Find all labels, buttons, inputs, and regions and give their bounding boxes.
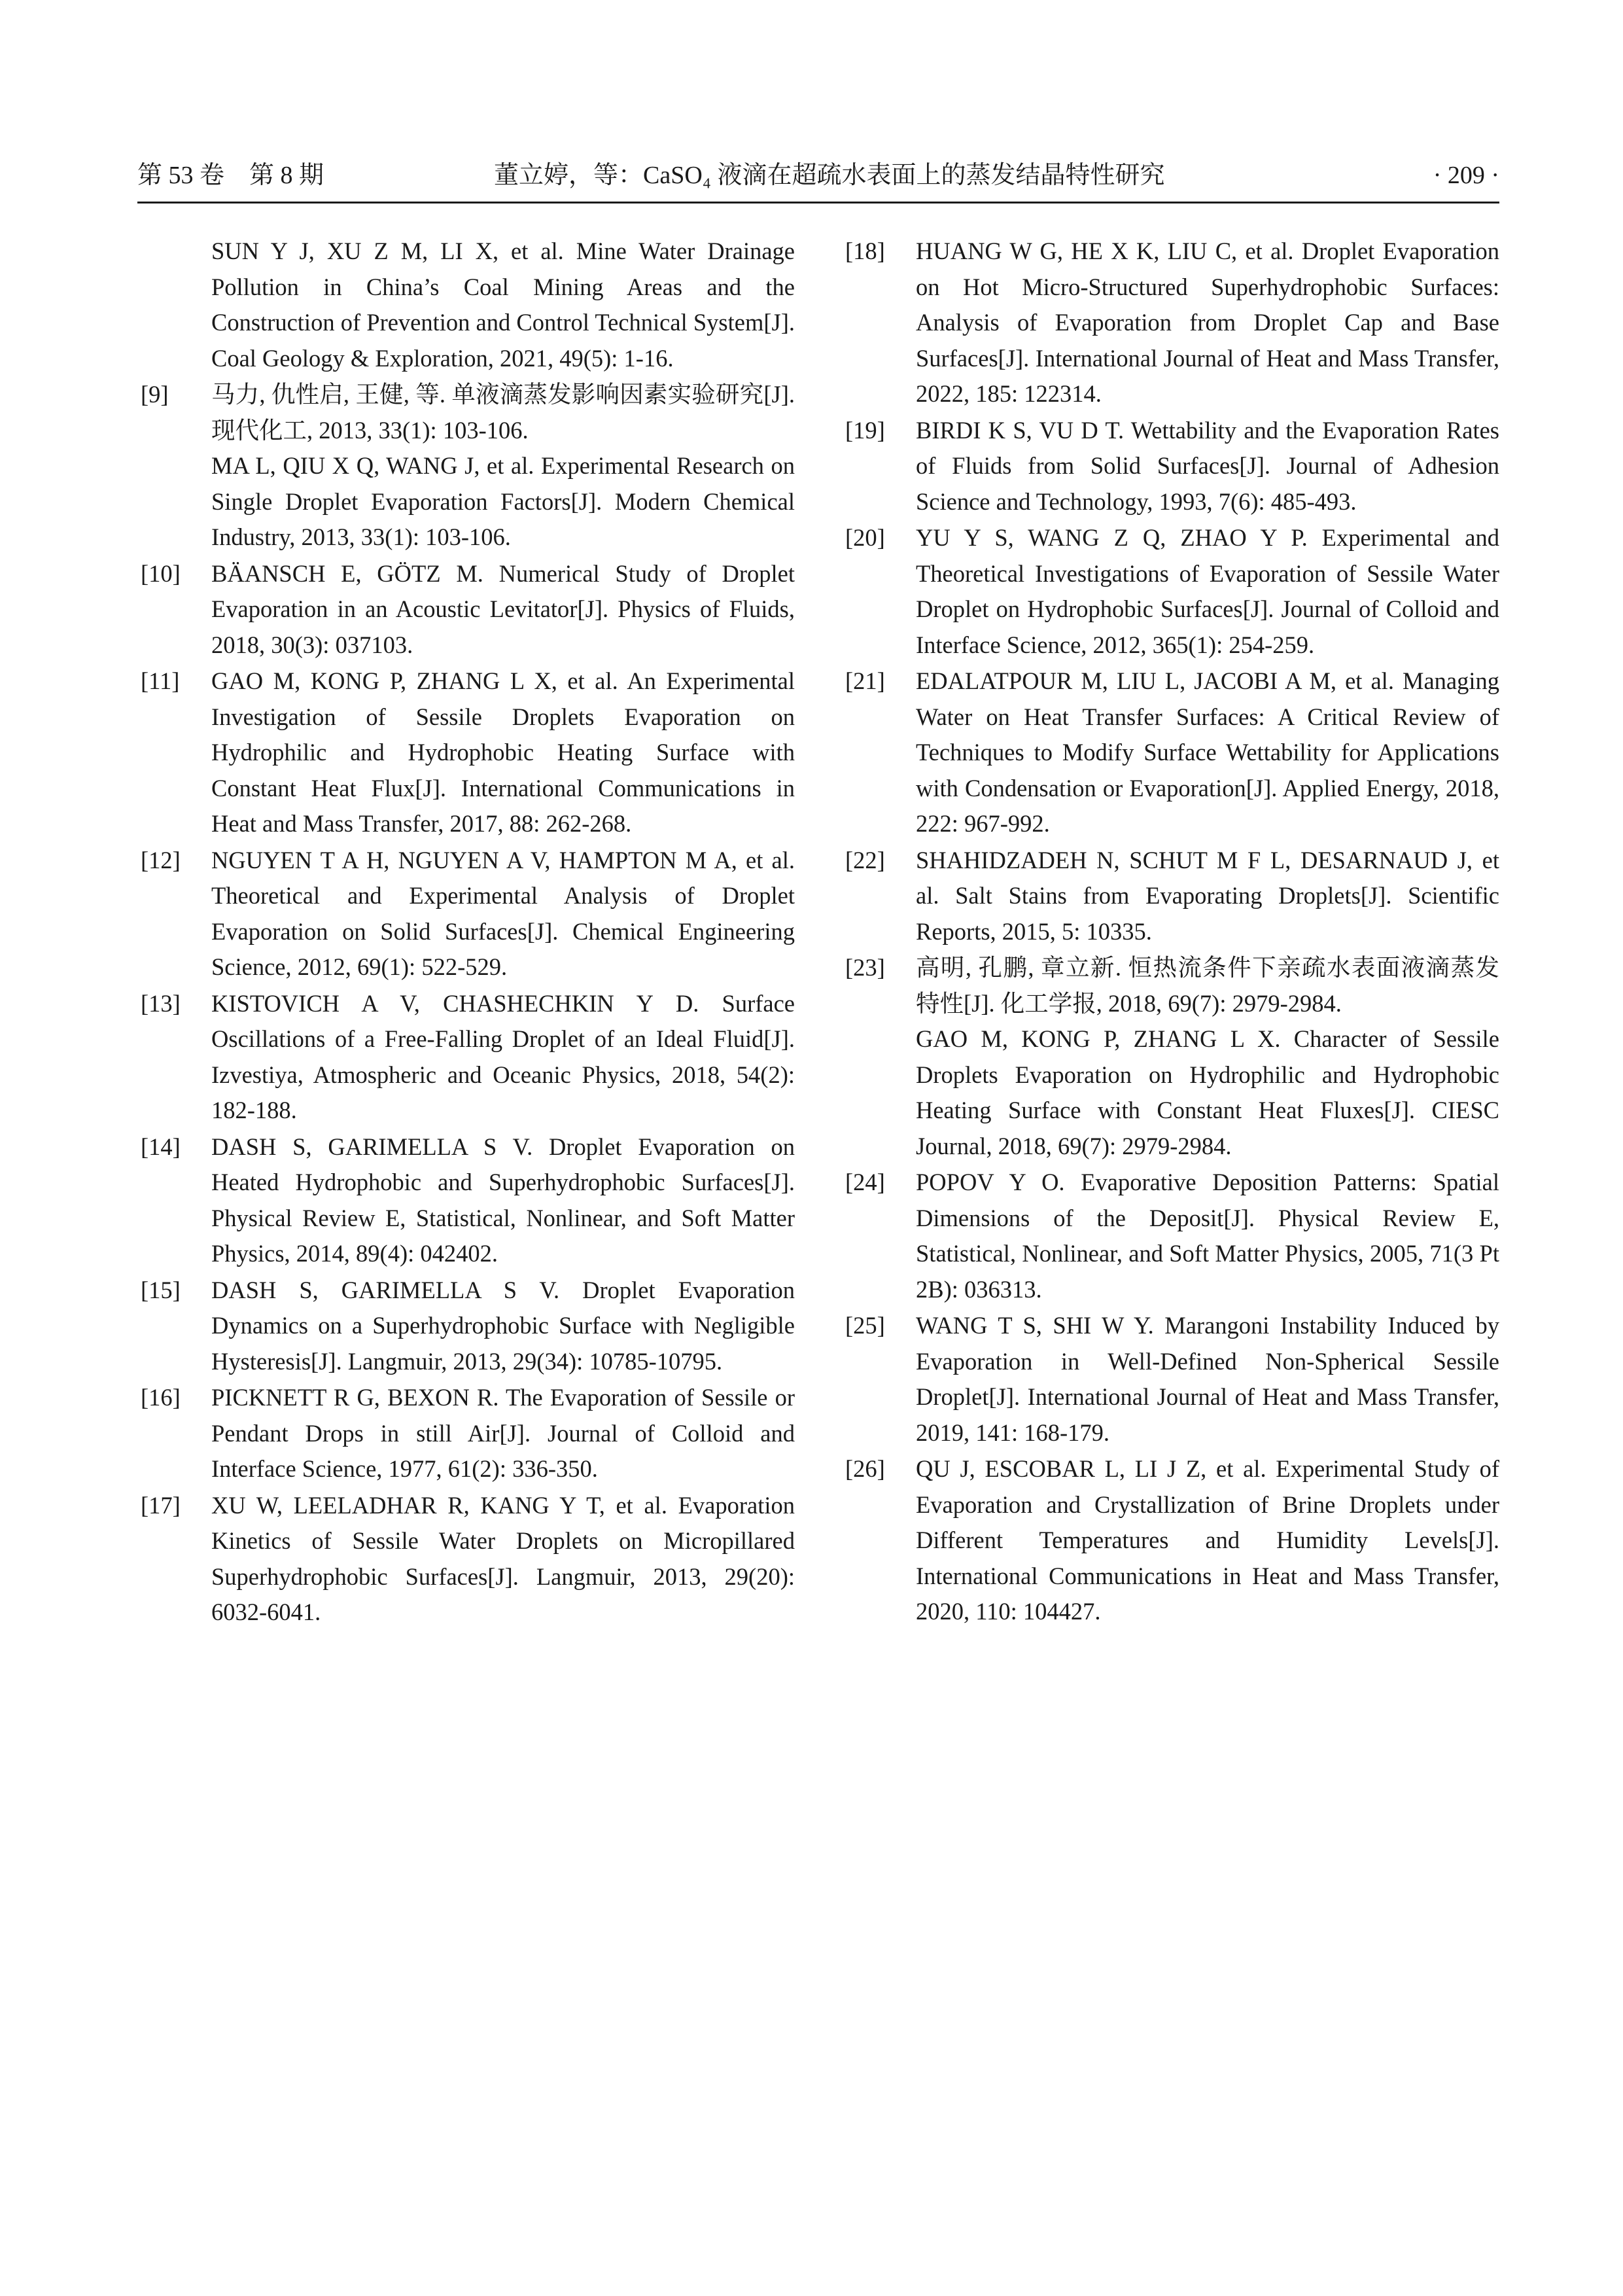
reference-text: XU W, LEELADHAR R, KANG Y T, et al. Evaporation Kinetics of Sessile Water Droplets on Micropillared Superhydrophobic Surfaces[J]. Langmuir, 2013, 29(20): 6032-6041. — [211, 1491, 795, 1625]
reference-number: [26] — [845, 1455, 885, 1482]
reference-text: SHAHIDZADEH N, SCHUT M F L, DESARNAUD J, et al. Salt Stains from Evaporating Droplets[J]. Scientific Reports, 2015, 5: 10335. — [916, 846, 1499, 945]
reference-text: GAO M, KONG P, ZHANG L X, et al. An Experimental Investigation of Sessile Droplets Evaporation on Hydrophilic and Hydrophobic Heating Surface with Constant Heat Flux[J]. International Communications in Heat and Mass Transfer, 2017, 88: 262-268. — [211, 667, 795, 837]
running-header — [137, 156, 1499, 195]
reference-item — [141, 556, 795, 663]
reference-item — [141, 843, 795, 985]
reference-text: 马力, 仇性启, 王健, 等. 单液滴蒸发影响因素实验研究[J]. 现代化工, 2013, 33(1): 103-106. — [211, 381, 795, 444]
reference-item — [845, 1165, 1499, 1307]
reference-text: BIRDI K S, VU D T. Wettability and the Evaporation Rates of Fluids from Solid Surfaces[J]. Journal of Adhesion Science and Technology, 1993, 7(6): 485-493. — [916, 416, 1499, 515]
reference-item — [141, 663, 795, 842]
reference-number: [25] — [845, 1312, 885, 1339]
reference-item — [845, 843, 1499, 950]
reference-number: [18] — [845, 238, 885, 264]
reference-text: QU J, ESCOBAR L, LI J Z, et al. Experimental Study of Evaporation and Crystallization of Brine Droplets under Different Temperatures and Humidity Levels[J]. International Communications in Heat and Mass Transfer, 2020, 110: 104427. — [916, 1455, 1499, 1625]
reference-text: 高明, 孔鹏, 章立新. 恒热流条件下亲疏水表面液滴蒸发特性[J]. 化工学报, 2018, 69(7): 2979-2984. — [916, 954, 1499, 1017]
reference-number: [16] — [141, 1384, 181, 1411]
reference-text: YU Y S, WANG Z Q, ZHAO Y P. Experimental and Theoretical Investigations of Evaporation of Sessile Water Droplet on Hydrophobic Surfaces[J]. Journal of Colloid and Interface Science, 2012, 365(1): 254-259. — [916, 524, 1499, 658]
reference-item — [845, 413, 1499, 520]
reference-number: [20] — [845, 524, 885, 551]
references-left-column — [141, 234, 795, 1631]
reference-number: [22] — [845, 846, 885, 874]
reference-item — [845, 520, 1499, 663]
reference-text: PICKNETT R G, BEXON R. The Evaporation of Sessile or Pendant Drops in still Air[J]. Journal of Colloid and Interface Science, 1977, 61(2): 336-350. — [211, 1384, 795, 1482]
reference-text: DASH S, GARIMELLA S V. Droplet Evaporation Dynamics on a Superhydrophobic Surface with Negligible Hysteresis[J]. Langmuir, 2013, 29(34): 10785-10795. — [211, 1276, 795, 1375]
header-rule — [137, 202, 1499, 203]
reference-item — [845, 663, 1499, 842]
reference-number: [19] — [845, 416, 885, 444]
reference-number: [12] — [141, 846, 181, 874]
reference-number: [21] — [845, 667, 885, 694]
reference-item — [141, 1380, 795, 1487]
reference-text: EDALATPOUR M, LIU L, JACOBI A M, et al. Managing Water on Heat Transfer Surfaces: A Critical Review of Techniques to Modify Surface Wettability for Applications with Condensation or Evaporation[J]. Applied Energy, 2018, 222: 967-992. — [916, 667, 1499, 837]
reference-text: MA L, QIU X Q, WANG J, et al. Experimental Research on Single Droplet Evaporation Factors[J]. Modern Chemical Industry, 2013, 33(1): 103-106. — [211, 452, 795, 550]
references-right-column — [845, 234, 1499, 1631]
reference-text: BÄANSCH E, GÖTZ M. Numerical Study of Droplet Evaporation in an Acoustic Levitator[J]. Physics of Fluids, 2018, 30(3): 037103. — [211, 559, 795, 658]
reference-number: [9] — [141, 381, 169, 408]
reference-item — [141, 986, 795, 1129]
volume-issue: 第 53 卷 第 8 期 — [137, 162, 324, 189]
running-title: 董立婷，等：CaSO₄ 液滴在超疏水表面上的蒸发结晶特性研究 — [494, 162, 1165, 189]
reference-number: [17] — [141, 1491, 181, 1519]
reference-number: [15] — [141, 1276, 181, 1303]
reference-item — [845, 950, 1499, 1164]
reference-item — [141, 377, 795, 556]
reference-text: SUN Y J, XU Z M, LI X, et al. Mine Water Drainage Pollution in China’s Coal Mining Areas and the Construction of Prevention and Control Technical System[J]. Coal Geology & Exploration, 2021, 49(5): 1-16. — [211, 238, 795, 372]
reference-number: [13] — [141, 989, 181, 1017]
reference-number: [10] — [141, 559, 181, 587]
reference-text: DASH S, GARIMELLA S V. Droplet Evaporation on Heated Hydrophobic and Superhydrophobic Surfaces[J]. Physical Review E, Statistical, Nonlinear, and Soft Matter Physics, 2014, 89(4): 042402. — [211, 1133, 795, 1267]
reference-text: WANG T S, SHI W Y. Marangoni Instability Induced by Evaporation in Well-Defined Non-Spherical Sessile Droplet[J]. International Journal of Heat and Mass Transfer, 2019, 141: 168-179. — [916, 1312, 1499, 1446]
reference-number: [11] — [141, 667, 180, 694]
reference-text: GAO M, KONG P, ZHANG L X. Character of Sessile Droplets Evaporation on Hydrophilic and Hydrophobic Heating Surface with Constant Heat Fluxes[J]. CIESC Journal, 2018, 69(7): 2979-2984. — [916, 1025, 1499, 1159]
reference-number: [14] — [141, 1133, 181, 1160]
reference-item — [845, 1451, 1499, 1630]
reference-item — [845, 1308, 1499, 1451]
reference-text: HUANG W G, HE X K, LIU C, et al. Droplet Evaporation on Hot Micro-Structured Superhydrophobic Surfaces: Analysis of Evaporation from Droplet Cap and Base Surfaces[J]. International Journal of Heat and Mass Transfer, 2022, 185: 122314. — [916, 238, 1499, 407]
reference-number: [23] — [845, 954, 885, 981]
page-number: · 209 · — [1433, 162, 1499, 189]
reference-item — [141, 234, 795, 376]
reference-text: KISTOVICH A V, CHASHECHKIN Y D. Surface Oscillations of a Free-Falling Droplet of an Ideal Fluid[J]. Izvestiya, Atmospheric and Oceanic Physics, 2018, 54(2): 182-188. — [211, 989, 795, 1123]
reference-item — [845, 234, 1499, 412]
reference-text: POPOV Y O. Evaporative Deposition Patterns: Spatial Dimensions of the Deposit[J]. Physical Review E, Statistical, Nonlinear, and Soft Matter Physics, 2005, 71(3 Pt 2B): 036313. — [916, 1169, 1499, 1303]
reference-number: [24] — [845, 1169, 885, 1195]
reference-item — [141, 1488, 795, 1631]
reference-text: NGUYEN T A H, NGUYEN A V, HAMPTON M A, et al. Theoretical and Experimental Analysis of Droplet Evaporation on Solid Surfaces[J]. Chemical Engineering Science, 2012, 69(1): 522-529. — [211, 846, 795, 980]
reference-item — [141, 1129, 795, 1272]
reference-item — [141, 1273, 795, 1380]
